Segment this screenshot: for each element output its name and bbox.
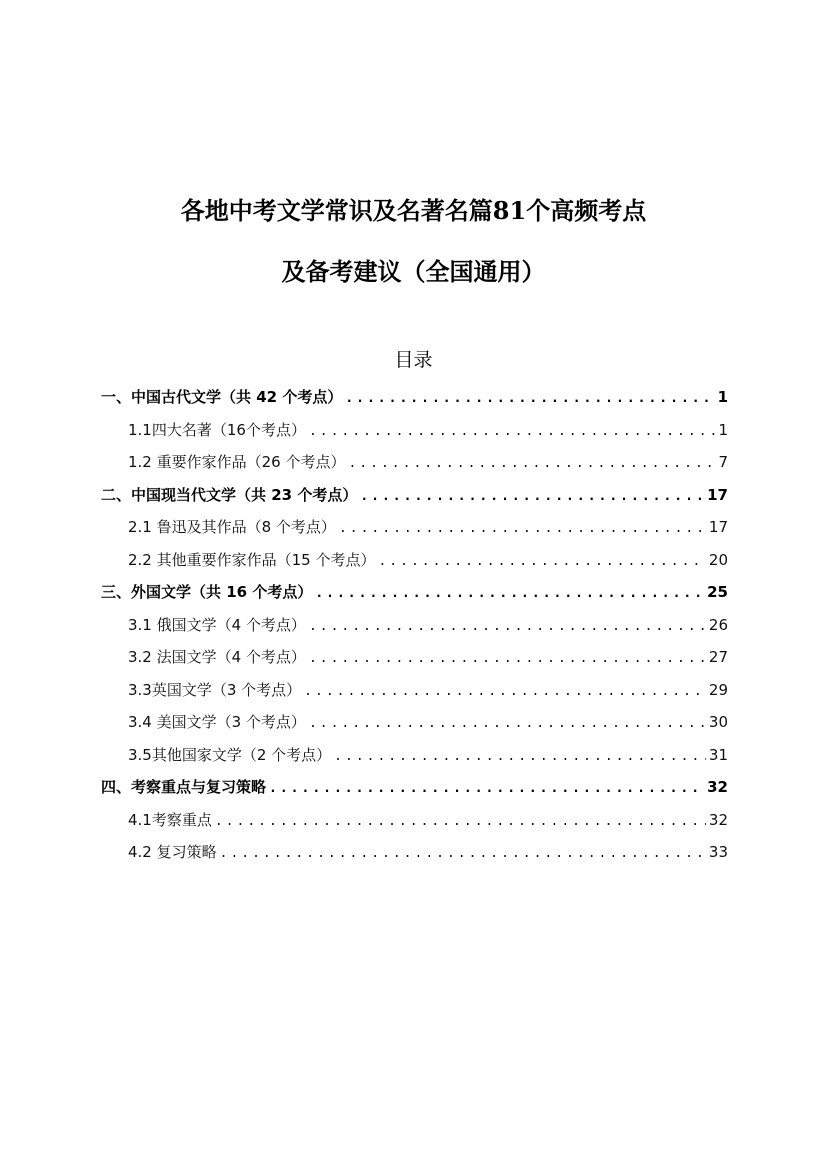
toc-section-entry[interactable] xyxy=(101,381,728,414)
toc-entry-label: 二、中国现当代文学（共 23 个考点） xyxy=(101,485,358,504)
toc-dot-leader xyxy=(334,741,706,772)
toc-dot-leader xyxy=(339,513,706,544)
toc-entry-label: 一、中国古代文学（共 42 个考点） xyxy=(101,388,343,406)
toc-entry-label: 四、考察重点与复习策略 xyxy=(101,778,267,796)
toc-page-number: 26 xyxy=(708,615,728,634)
toc-dot-leader xyxy=(315,578,704,609)
toc-page-number: 20 xyxy=(708,550,728,569)
toc-subsection-entry[interactable] xyxy=(101,414,728,447)
toc-entry-label: 三、外国文学（共 16 个考点） xyxy=(101,583,313,601)
toc-page-number: 32 xyxy=(707,778,728,796)
table-of-contents xyxy=(101,381,728,869)
toc-entry-label: 3.3英国文学（3 个考点） xyxy=(128,680,302,699)
toc-entry-label: 3.2 法国文学（4 个考点） xyxy=(128,648,306,666)
toc-subsection-entry[interactable] xyxy=(101,674,728,707)
toc-page-number: 31 xyxy=(708,745,728,764)
toc-section-entry[interactable] xyxy=(101,576,728,609)
toc-subsection-entry[interactable] xyxy=(101,446,728,479)
toc-dot-leader xyxy=(348,448,715,479)
toc-subsection-entry[interactable] xyxy=(101,804,728,837)
toc-subsection-entry[interactable] xyxy=(101,609,728,642)
toc-page-number: 17 xyxy=(707,485,728,504)
toc-section-entry[interactable] xyxy=(101,771,728,804)
toc-page-number: 29 xyxy=(708,680,728,699)
toc-subsection-entry[interactable] xyxy=(101,641,728,674)
toc-subsection-entry[interactable] xyxy=(101,739,728,772)
toc-dot-leader xyxy=(309,708,706,739)
toc-page-number: 7 xyxy=(718,453,728,471)
toc-entry-label: 3.1 俄国文学（4 个考点） xyxy=(128,615,306,634)
toc-page-number: 32 xyxy=(708,810,728,829)
toc-dot-leader xyxy=(378,546,705,577)
toc-page-number: 25 xyxy=(707,583,728,601)
toc-subsection-entry[interactable] xyxy=(101,544,728,577)
toc-dot-leader xyxy=(269,773,704,804)
toc-entry-label: 2.2 其他重要作家作品（15 个考点） xyxy=(128,550,376,569)
toc-entry-label: 2.1 鲁迅及其作品（8 个考点） xyxy=(128,518,336,536)
toc-page-number: 27 xyxy=(708,648,728,666)
toc-dot-leader xyxy=(309,643,706,674)
toc-dot-leader xyxy=(215,806,706,837)
toc-dot-leader xyxy=(309,611,706,642)
toc-entry-label: 4.1考察重点 xyxy=(128,810,212,829)
toc-page-number: 33 xyxy=(708,843,728,861)
document-title-line-2: 及备考建议（全国通用） xyxy=(281,257,546,286)
toc-entry-label: 1.1四大名著（16个考点） xyxy=(128,420,306,439)
toc-dot-leader xyxy=(345,383,714,414)
toc-entry-label: 3.4 美国文学（3 个考点） xyxy=(128,713,306,731)
toc-dot-leader xyxy=(220,838,706,869)
toc-page-number: 1 xyxy=(717,388,728,406)
toc-subsection-entry[interactable] xyxy=(101,836,728,869)
toc-page-number: 30 xyxy=(708,713,728,731)
toc-entry-label: 1.2 重要作家作品（26 个考点） xyxy=(128,453,346,471)
toc-page-number: 1 xyxy=(718,420,728,439)
toc-dot-leader xyxy=(309,416,716,447)
toc-subsection-entry[interactable] xyxy=(101,511,728,544)
toc-subsection-entry[interactable] xyxy=(101,706,728,739)
toc-section-entry[interactable] xyxy=(101,479,728,512)
toc-entry-label: 3.5其他国家文学（2 个考点） xyxy=(128,745,332,764)
toc-entry-label: 4.2 复习策略 xyxy=(128,843,217,861)
document-title-line-1: 各地中考文学常识及名著名篇81个高频考点 xyxy=(180,196,647,225)
toc-page-number: 17 xyxy=(708,518,728,536)
toc-dot-leader xyxy=(360,481,704,512)
toc-dot-leader xyxy=(304,676,706,707)
toc-heading: 目录 xyxy=(394,349,433,371)
